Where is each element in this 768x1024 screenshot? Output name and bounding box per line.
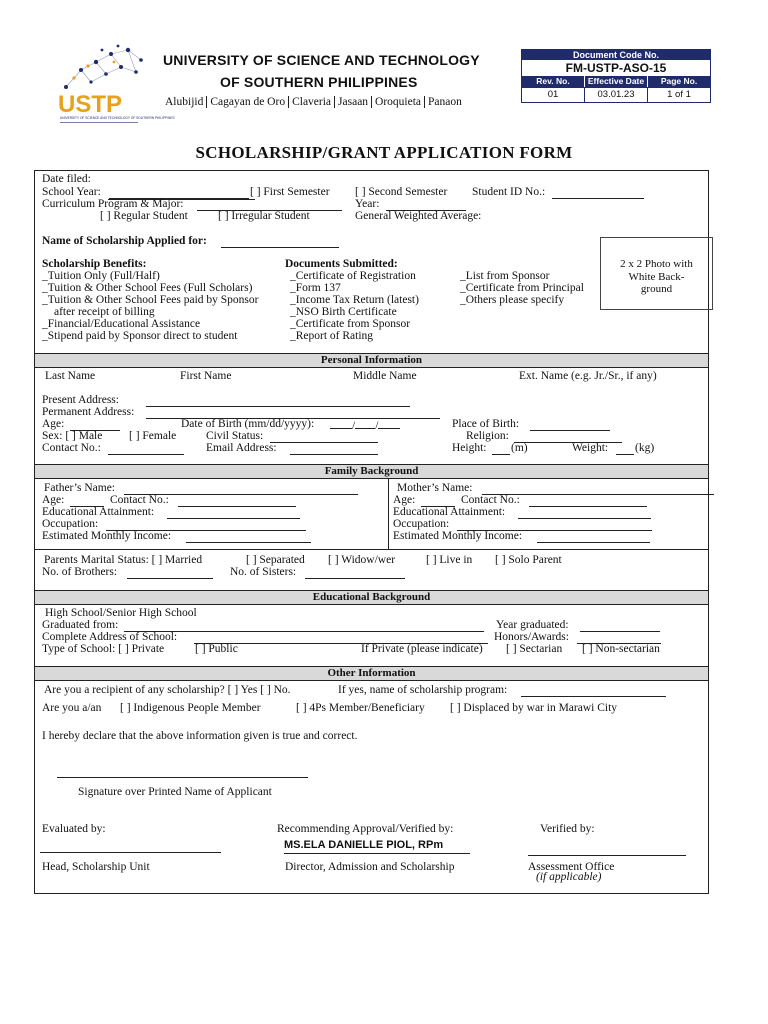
recommending-label: Recommending Approval/Verified by:	[277, 823, 454, 835]
network-constellation-icon	[56, 42, 175, 132]
place-of-birth-label: Place of Birth:	[452, 418, 520, 430]
marital-married-checkbox[interactable]: Parents Marital Status: [ ] Married	[44, 554, 203, 566]
document-item[interactable]: _Report of Rating	[290, 330, 374, 342]
are-you-label: Are you a/an	[42, 702, 102, 714]
applicant-signature-label: Signature over Printed Name of Applicant	[78, 786, 272, 798]
educational-background-header: Educational Background	[35, 590, 708, 605]
documents-list-2	[460, 270, 584, 306]
weight-unit: (kg)	[635, 442, 655, 454]
height-field[interactable]	[492, 442, 510, 460]
father-income-label: Estimated Monthly Income:	[42, 530, 172, 542]
school-year-label: School Year:	[42, 186, 101, 198]
sex-female-checkbox[interactable]: [ ] Female	[129, 430, 177, 442]
director-title: Director, Admission and Scholarship	[285, 861, 455, 873]
document-item[interactable]: _NSO Birth Certificate	[290, 306, 397, 318]
permanent-address-label: Permanent Address:	[42, 406, 135, 418]
evaluated-by-label: Evaluated by:	[42, 823, 106, 835]
mother-income-field[interactable]	[537, 530, 650, 548]
regular-student-checkbox[interactable]: [ ] Regular Student	[100, 210, 188, 222]
age-label: Age:	[42, 418, 65, 430]
campus-separator	[371, 96, 372, 108]
document-item[interactable]: _Form 137	[290, 282, 341, 294]
marital-widow-checkbox[interactable]: [ ] Widow/wer	[328, 554, 396, 566]
head-title: Head, Scholarship Unit	[42, 861, 150, 873]
campus-item: Cagayan de Oro	[210, 96, 286, 108]
ext-name-label: Ext. Name (e.g. Jr./Sr., if any)	[519, 370, 657, 382]
student-id-label: Student ID No.:	[472, 186, 546, 198]
contact-no-label: Contact No.:	[42, 442, 101, 454]
brothers-field[interactable]	[127, 566, 213, 584]
last-name-label: Last Name	[45, 370, 96, 382]
email-label: Email Address:	[206, 442, 277, 454]
form-title: SCHOLARSHIP/GRANT APPLICATION FORM	[195, 143, 573, 162]
effective-date-value: 03.01.23	[585, 87, 648, 102]
document-code-box	[521, 49, 711, 103]
if-applicable-note: (if applicable)	[536, 871, 602, 883]
marital-solo-parent-checkbox[interactable]: [ ] Solo Parent	[495, 554, 562, 566]
marital-live-in-checkbox[interactable]: [ ] Live in	[426, 554, 473, 566]
religion-label: Religion:	[466, 430, 509, 442]
father-age-label: Age:	[42, 494, 65, 506]
scholarship-recipient-question[interactable]: Are you a recipient of any scholarship? [ ] Yes [ ] No.	[44, 684, 291, 696]
mother-age-label: Age:	[393, 494, 416, 506]
assessment-office-title: Assessment Office	[528, 861, 615, 873]
photo-label-line: ground	[640, 283, 673, 295]
school-level-label: High School/Senior High School	[45, 607, 197, 619]
family-background-header: Family Background	[35, 464, 708, 479]
benefit-item-continuation: after receipt of billing	[54, 306, 155, 318]
father-education-label: Educational Attainment:	[42, 506, 155, 518]
weight-field[interactable]	[616, 442, 634, 460]
declaration-text: I hereby declare that the above information given is true and correct.	[42, 730, 358, 742]
benefits-list	[42, 270, 258, 342]
documents-heading: Documents Submitted:	[285, 258, 398, 270]
father-occupation-label: Occupation:	[42, 518, 99, 530]
mother-name-label: Mother’s Name:	[397, 482, 473, 494]
year-graduated-label: Year graduated:	[496, 619, 569, 631]
logo-wordmark: USTP	[58, 91, 123, 118]
logo-subtext: UNIVERSITY OF SCIENCE AND TECHNOLOGY OF SOUTHERN PHILIPPINES	[60, 116, 175, 120]
dob-label: Date of Birth (mm/dd/yyyy):	[181, 418, 315, 430]
father-income-field[interactable]	[186, 530, 311, 548]
benefit-item[interactable]: _Tuition & Other School Fees paid by Sponsor	[42, 294, 259, 306]
gwa-label: General Weighted Average:	[355, 210, 482, 222]
document-item[interactable]: _List from Sponsor	[460, 270, 550, 282]
document-item[interactable]: _Certificate from Sponsor	[290, 318, 411, 330]
family-section-rule	[35, 549, 708, 550]
school-address-label: Complete Address of School:	[42, 631, 178, 643]
signatory-name: MS.ELA DANIELLE PIOL, RPm	[284, 839, 444, 851]
personal-info-header: Personal Information	[35, 353, 708, 368]
marital-separated-checkbox[interactable]: [ ] Separated	[246, 554, 305, 566]
benefit-item[interactable]: _Tuition & Other School Fees (Full Scholars)	[42, 282, 253, 294]
email-field[interactable]	[290, 442, 378, 460]
campus-separator	[288, 96, 289, 108]
rev-no-value: 01	[522, 87, 585, 102]
dob-field[interactable]: / /	[330, 418, 400, 432]
effective-date-header: Effective Date	[585, 76, 648, 87]
middle-name-label: Middle Name	[353, 370, 417, 382]
page-no-header: Page No.	[648, 76, 710, 87]
graduated-from-label: Graduated from:	[42, 619, 119, 631]
irregular-student-checkbox[interactable]: [ ] Irregular Student	[218, 210, 310, 222]
university-name-line1: UNIVERSITY OF SCIENCE AND TECHNOLOGY	[163, 52, 480, 68]
family-divider	[388, 479, 389, 550]
campus-item: Panaon	[428, 96, 462, 108]
sex-male-checkbox[interactable]: Sex: [ ] Male	[42, 430, 103, 442]
document-code-header-row	[522, 76, 710, 87]
campus-item: Alubijid	[165, 96, 204, 108]
photo-label-line: White Back-	[628, 270, 685, 283]
contact-no-field[interactable]	[108, 442, 184, 460]
evaluator-signature-line[interactable]	[40, 852, 221, 853]
brothers-label: No. of Brothers:	[42, 566, 118, 578]
rev-no-header: Rev. No.	[522, 76, 585, 87]
if-yes-label: If yes, name of scholarship program:	[338, 684, 508, 696]
second-semester-checkbox[interactable]: [ ] Second Semester	[355, 186, 448, 198]
campus-item: Jasaan	[338, 96, 369, 108]
mother-income-label: Estimated Monthly Income:	[393, 530, 523, 542]
document-item[interactable]: _Certificate of Registration	[290, 270, 416, 282]
verified-by-label: Verified by:	[540, 823, 595, 835]
mother-education-label: Educational Attainment:	[393, 506, 506, 518]
date-filed-label: Date filed:	[42, 173, 91, 185]
campus-separator	[424, 96, 425, 108]
assessment-signature-line[interactable]	[528, 855, 686, 856]
first-name-label: First Name	[180, 370, 232, 382]
indigenous-checkbox[interactable]: [ ] Indigenous People Member	[120, 702, 261, 714]
benefits-heading: Scholarship Benefits:	[42, 258, 147, 270]
applicant-signature-line[interactable]	[57, 777, 308, 778]
photo-placeholder[interactable]	[600, 237, 713, 310]
scholarship-name-field[interactable]	[221, 235, 339, 253]
sectarian-checkbox[interactable]: [ ] Sectarian	[506, 643, 563, 655]
father-contact-label: Contact No.:	[110, 494, 169, 506]
sisters-field[interactable]	[305, 566, 405, 584]
scholarship-name-label: Name of Scholarship Applied for:	[42, 235, 207, 247]
benefit-item[interactable]: _Tuition Only (Full/Half)	[42, 270, 160, 282]
sisters-label: No. of Sisters:	[230, 566, 297, 578]
student-id-field[interactable]	[552, 186, 644, 204]
other-info-header: Other Information	[35, 666, 708, 681]
scholarship-program-field[interactable]	[521, 684, 666, 702]
document-item[interactable]: _Income Tax Return (latest)	[290, 294, 419, 306]
height-unit: (m)	[511, 442, 528, 454]
benefit-item[interactable]: _Financial/Educational Assistance	[42, 318, 201, 330]
director-signature-line	[284, 853, 470, 854]
document-item[interactable]: _Certificate from Principal	[460, 282, 584, 294]
mother-contact-label: Contact No.:	[461, 494, 520, 506]
document-code-value-row	[522, 87, 710, 102]
school-type-public-checkbox[interactable]: [ ] Public	[195, 643, 238, 655]
weight-label: Weight:	[572, 442, 609, 454]
document-item[interactable]: _Others please specify	[460, 294, 565, 306]
campus-item: Claveria	[292, 96, 332, 108]
fourps-checkbox[interactable]: [ ] 4Ps Member/Beneficiary	[296, 702, 425, 714]
curriculum-label: Curriculum Program & Major:	[42, 198, 184, 210]
year-label: Year:	[355, 198, 380, 210]
benefit-item[interactable]: _Stipend paid by Sponsor direct to student	[42, 330, 238, 342]
present-address-label: Present Address:	[42, 394, 119, 406]
displaced-checkbox[interactable]: [ ] Displaced by war in Marawi City	[450, 702, 618, 714]
photo-label-line: 2 x 2 Photo with	[620, 258, 693, 270]
school-type-private-checkbox[interactable]: Type of School: [ ] Private	[42, 643, 165, 655]
height-label: Height:	[452, 442, 487, 454]
documents-list-1	[290, 270, 419, 342]
honors-label: Honors/Awards:	[494, 631, 569, 643]
father-name-label: Father’s Name:	[44, 482, 116, 494]
document-code: FM-USTP-ASO-15	[565, 61, 667, 75]
university-name-line2: OF SOUTHERN PHILIPPINES	[220, 74, 418, 90]
page-no-value: 1 of 1	[648, 87, 710, 102]
mother-occupation-label: Occupation:	[393, 518, 450, 530]
campus-separator	[334, 96, 335, 108]
ustp-logo	[56, 42, 175, 132]
first-semester-checkbox[interactable]: [ ] First Semester	[250, 186, 330, 198]
campus-item: Oroquieta	[375, 96, 422, 108]
civil-status-label: Civil Status:	[206, 430, 264, 442]
non-sectarian-checkbox[interactable]: [ ] Non-sectarian	[582, 643, 660, 655]
campus-list	[163, 96, 464, 108]
if-private-label: If Private (please indicate)	[361, 643, 483, 655]
document-code-label: Document Code No.	[522, 50, 710, 60]
